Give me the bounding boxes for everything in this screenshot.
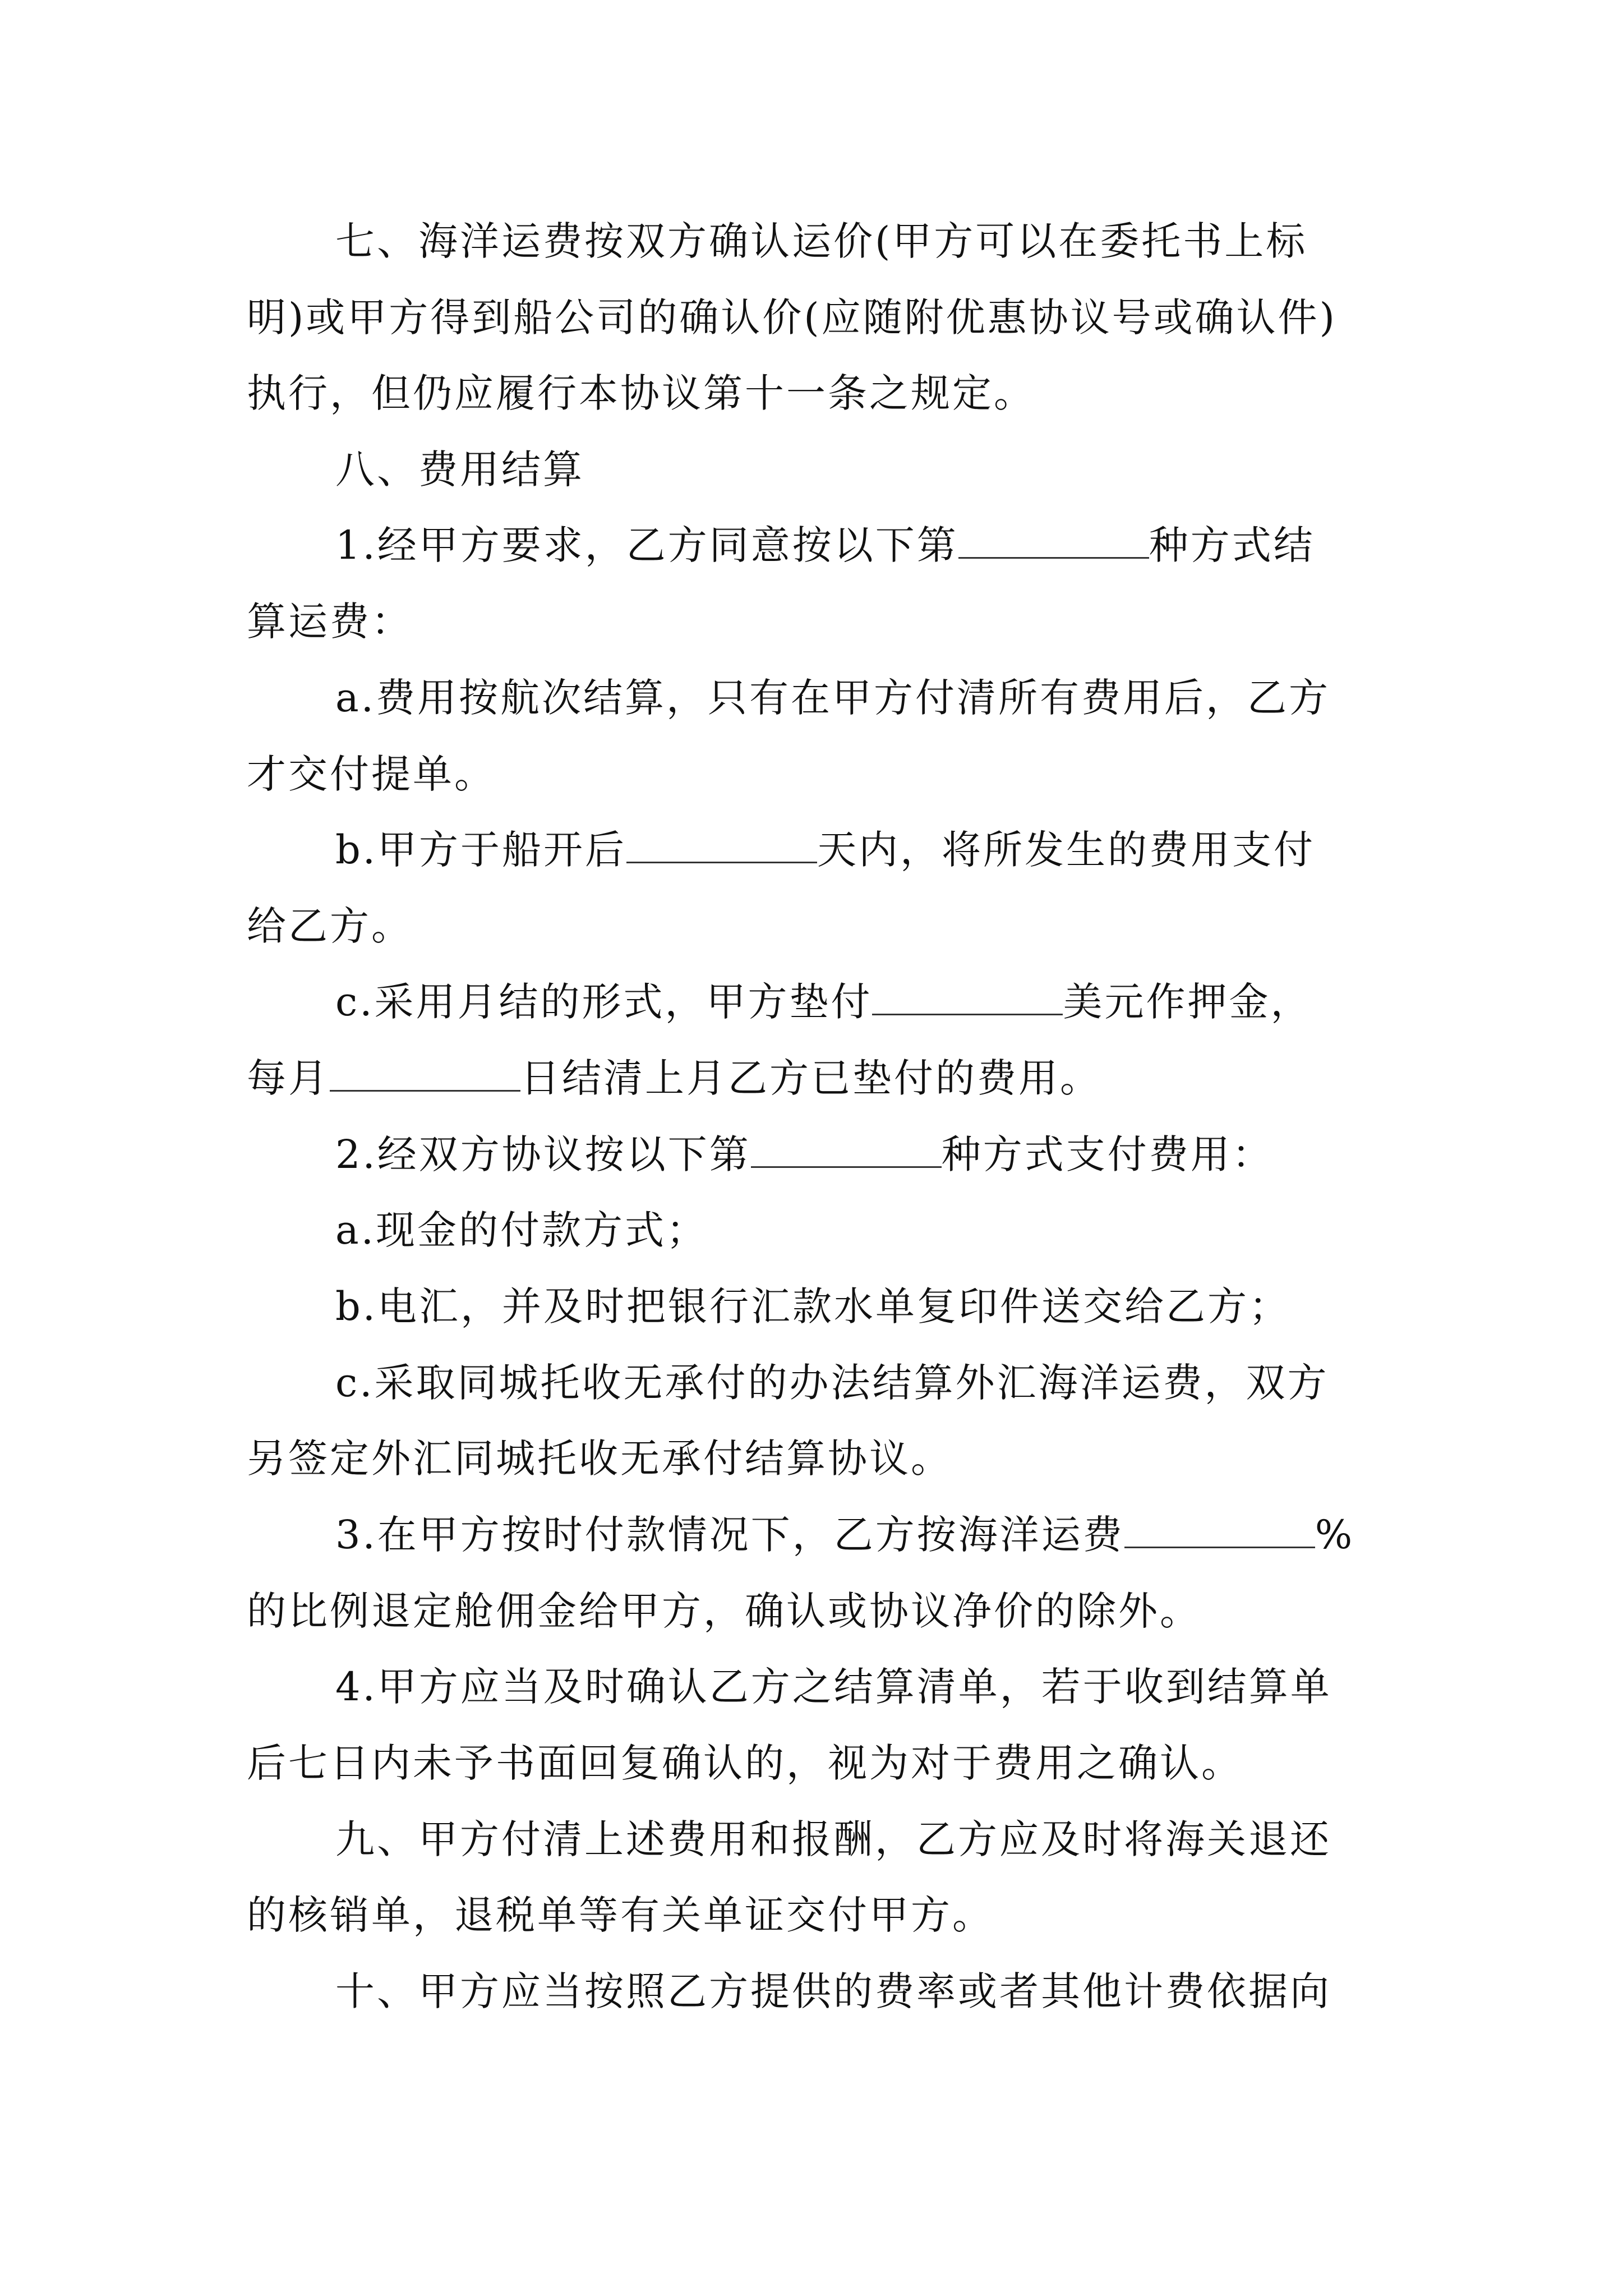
payment-option-c-line-1: c.采取同城托收无承付的办法结算外汇海洋运费，双方 xyxy=(335,1360,1329,1406)
paragraph-7-line-3: 执行，但仍应履行本协议第十一条之规定。 xyxy=(247,370,1035,416)
clause-8-1-line-1: 1.经甲方要求，乙方同意按以下第 种方式结 xyxy=(335,522,1315,568)
fill-blank[interactable] xyxy=(872,981,1063,1015)
option-a-line-2: 才交付提单。 xyxy=(247,751,496,797)
option-b-line-2: 给乙方。 xyxy=(247,903,413,949)
fill-blank[interactable] xyxy=(626,829,817,863)
payment-option-a: a.现金的付款方式； xyxy=(335,1207,708,1253)
fill-blank[interactable] xyxy=(751,1134,942,1168)
fill-blank[interactable] xyxy=(958,524,1149,559)
section-8-heading: 八、费用结算 xyxy=(335,447,584,493)
clause-8-2-line-1: 2.经双方协议按以下第 种方式支付费用： xyxy=(335,1131,1274,1177)
fill-blank[interactable] xyxy=(1124,1514,1315,1548)
option-b-line-1: b.甲方于船开后 天内，将所发生的费用支付 xyxy=(335,827,1316,873)
option-c-line-2: 每月 日结清上月乙方已垫付的费用。 xyxy=(247,1055,1101,1101)
payment-option-b: b.电汇，并及时把银行汇款水单复印件送交给乙方； xyxy=(335,1283,1291,1329)
clause-8-4-line-1: 4.甲方应当及时确认乙方之结算清单，若于收到结算单 xyxy=(335,1664,1332,1710)
fill-blank[interactable] xyxy=(330,1057,520,1092)
paragraph-7-line-1: 七、海洋运费按双方确认运价(甲方可以在委托书上标 xyxy=(335,218,1308,264)
option-c-line-1: c.采用月结的形式，甲方垫付 美元作押金， xyxy=(335,979,1312,1025)
payment-option-c-line-2: 另签定外汇同城托收无承付结算协议。 xyxy=(247,1435,952,1481)
paragraph-9-line-1: 九、甲方付清上述费用和报酬，乙方应及时将海关退还 xyxy=(335,1816,1331,1862)
option-a-line-1: a.费用按航次结算，只有在甲方付清所有费用后，乙方 xyxy=(335,675,1330,721)
clause-8-4-line-2: 后七日内未予书面回复确认的，视为对于费用之确认。 xyxy=(247,1740,1243,1786)
clause-8-1-line-2: 算运费： xyxy=(247,599,413,645)
paragraph-10-line-1: 十、甲方应当按照乙方提供的费率或者其他计费依据向 xyxy=(335,1968,1331,2014)
paragraph-7-line-2: 明)或甲方得到船公司的确认价(应随附优惠协议号或确认件) xyxy=(247,295,1337,341)
paragraph-9-line-2: 的核销单，退税单等有关单证交付甲方。 xyxy=(247,1892,994,1938)
clause-8-3-line-2: 的比例退定舱佣金给甲方，确认或协议净价的除外。 xyxy=(247,1588,1201,1634)
clause-8-3-line-1: 3.在甲方按时付款情况下，乙方按海洋运费 % xyxy=(335,1512,1355,1558)
